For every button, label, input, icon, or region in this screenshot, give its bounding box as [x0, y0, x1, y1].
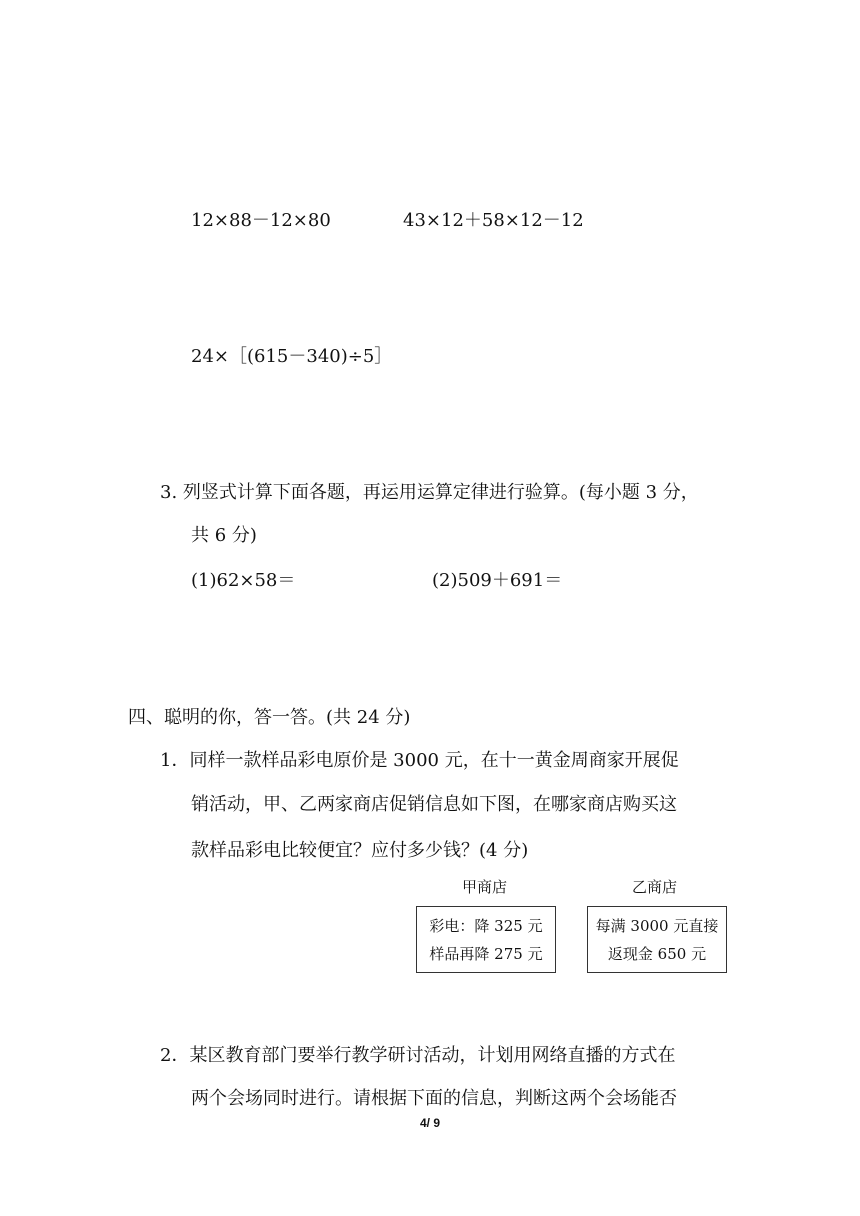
question-3-sub-2: (2)509＋691＝ — [432, 570, 563, 591]
shop-a-promo-line-1: 彩电：降 325 元 — [429, 917, 543, 935]
question-3-sub-1: (1)62×58＝ — [191, 570, 296, 591]
shop-a-promo-line-2: 样品再降 275 元 — [429, 945, 543, 963]
question-4-1-line-3: 款样品彩电比较便宜？应付多少钱？(4 分) — [191, 840, 529, 861]
question-3-line-2: 共 6 分) — [191, 525, 257, 546]
question-3-line-1: 3. 列竖式计算下面各题，再运用运算定律进行验算。(每小题 3 分， — [160, 482, 699, 503]
calc-expression-2: 43×12＋58×12－12 — [403, 210, 584, 231]
question-4-1-line-1: 1．同样一款样品彩电原价是 3000 元，在十一黄金周商家开展促 — [160, 750, 679, 771]
question-4-2-line-1: 2．某区教育部门要举行教学研讨活动，计划用网络直播的方式在 — [160, 1045, 676, 1066]
calc-expression-3: 24×［(615－340)÷5］ — [191, 346, 393, 367]
shop-b-promo-line-2: 返现金 650 元 — [607, 945, 707, 963]
shop-a-title: 甲商店 — [462, 878, 508, 896]
section-4-heading: 四、聪明的你，答一答。(共 24 分) — [128, 707, 411, 728]
page-number: 4/ 9 — [419, 1116, 440, 1130]
question-4-1-line-2: 销活动，甲、乙两家商店促销信息如下图，在哪家商店购买这 — [191, 794, 677, 815]
calc-expression-1: 12×88－12×80 — [191, 210, 331, 231]
shop-b-title: 乙商店 — [632, 878, 678, 896]
shop-b-promo-box — [587, 906, 727, 973]
shop-a-promo-box — [416, 906, 556, 973]
shop-b-promo-line-1: 每满 3000 元直接 — [595, 917, 719, 935]
question-4-2-line-2: 两个会场同时进行。请根据下面的信息，判断这两个会场能否 — [191, 1088, 677, 1109]
